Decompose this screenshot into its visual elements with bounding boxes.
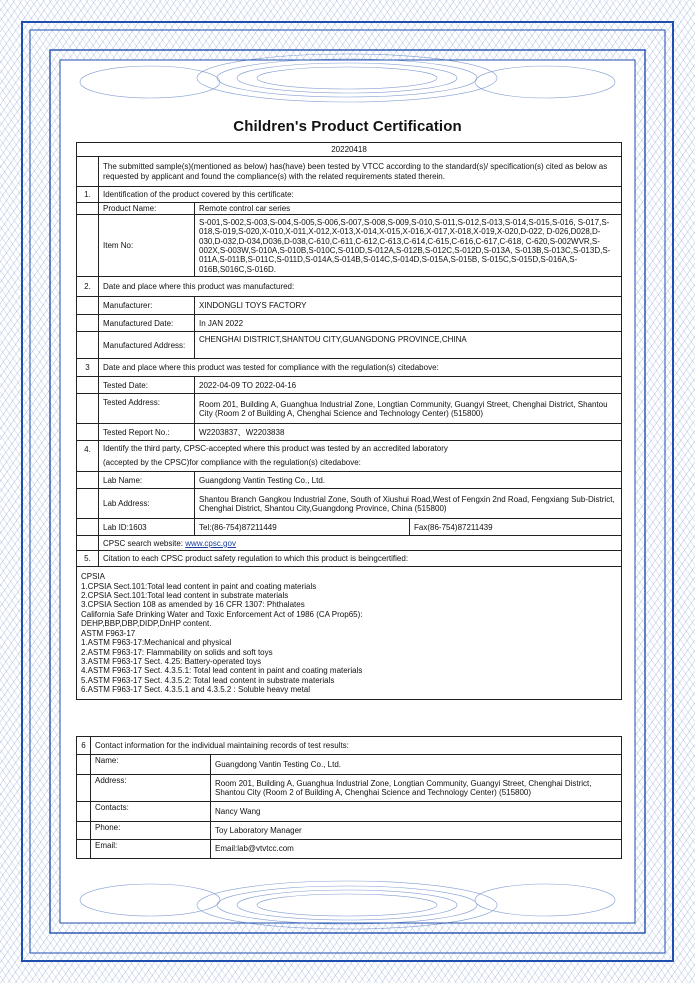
tested-address-label: Tested Address: xyxy=(99,394,195,424)
section-4-heading-line-1: Identify the third party, CPSC-accepted where this product was tested by an accredited laboratory xyxy=(103,444,448,454)
lab-tel: Tel:(86-754)87211449 xyxy=(195,519,410,536)
certificate-title: Children's Product Certification xyxy=(233,118,462,135)
manufactured-date-label: Manufactured Date: xyxy=(99,315,195,332)
section-2-number: 2. xyxy=(77,277,99,297)
lab-fax: Fax(86-754)87211439 xyxy=(410,519,622,536)
section-1-heading: Identification of the product covered by this certificate: xyxy=(99,187,622,203)
contact-info-table xyxy=(76,736,622,859)
contacts-value: Nancy Wang xyxy=(211,802,622,822)
item-no-label: Item No: xyxy=(99,215,195,277)
section-5-number: 5. xyxy=(77,551,99,567)
section-1-number: 1. xyxy=(77,187,99,203)
contact-name-value: Guangdong Vantin Testing Co., Ltd. xyxy=(211,755,622,775)
citation-line: 2.CPSIA Sect.101:Total lead content in substrate materials xyxy=(81,591,289,601)
intro-statement: The submitted sample(s)(mentioned as below) has(have) been tested by VTCC according to the standard(s)/ specification(s) cited as below as requested by applicant and found the compliance(s) with the related requirements stated therein. xyxy=(99,157,622,187)
section-4-heading-line-2: (accepted by the CPSC)for compliance with the regulation(s) citedabove: xyxy=(103,458,361,468)
certificate-main-table xyxy=(76,142,622,700)
tested-address-value: Room 201, Building A, Guanghua Industrial Zone, Longtian Community, Guangyi Street, Chenghai District, Shantou City (Room 2 of Building A, Chenghai Science and Technology Center) (515800) xyxy=(195,394,622,424)
citation-line: CPSIA xyxy=(81,572,106,582)
contact-address-value: Room 201, Building A, Guanghua Industrial Zone, Longtian Community, Guangyi Street, Chenghai District, Shantou City (Room 2 of Building A, Chenghai Science and Technology Center) (515800) xyxy=(211,775,622,802)
cpsc-website-link[interactable]: www.cpsc.gov xyxy=(185,538,236,548)
manufactured-address-value: CHENGHAI DISTRICT,SHANTOU CITY,GUANGDONG PROVINCE,CHINA xyxy=(195,332,622,359)
citation-line: ASTM F963-17 xyxy=(81,628,136,638)
section-3-heading: Date and place where this product was tested for compliance with the regulation(s) citedabove: xyxy=(99,359,622,377)
cpsc-website-label: CPSC search website: xyxy=(103,538,184,548)
citation-line: 6.ASTM F963-17 Sect. 4.3.5.1 and 4.3.5.2 : Soluble heavy metal xyxy=(81,685,311,695)
email-label: Email: xyxy=(91,840,211,859)
regulation-citations xyxy=(77,567,622,700)
phone-value: Toy Laboratory Manager xyxy=(211,822,622,840)
lab-id: Lab ID:1603 xyxy=(99,519,195,536)
section-6-heading: Contact information for the individual maintaining records of test results: xyxy=(91,737,622,755)
citation-line: 3.CPSIA Section 108 as amended by 16 CFR 1307: Phthalates xyxy=(81,600,305,610)
section-4-number: 4. xyxy=(77,441,99,472)
section-5-heading: Citation to each CPSC product safety regulation to which this product is beingcertified: xyxy=(99,551,622,567)
lab-address-value: Shantou Branch Gangkou Industrial Zone, South of Xiushui Road,West of Fengxin 2nd Road, Fengxiang Sub-District, Chenghai District, Shantou City,Guangdong Province, China (515800) xyxy=(195,489,622,519)
citation-line: 5.ASTM F963-17 Sect. 4.3.5.2: Total lead content in substrate materials xyxy=(81,675,335,685)
section-3-number: 3 xyxy=(77,359,99,377)
certificate-number: 20220418 xyxy=(77,143,622,157)
product-name-value: Remote control car series xyxy=(195,203,622,215)
item-no-value: S-001,S-002,S-003,S-004,S-005,S-006,S-007,S-008,S-009,S-010,S-011,S-012,S-013,S-014,S-015,S-016, S-017,S-018,S-019,S-020,X-010,X-011,X-012,X-013,X-014,X-015,X-016,X-017,X-018,X-019,X-020,D-022, D-026,D028,D-030,D-032,D-034,D036,D-038,C-610,C-611,C-612,C-613,C-614,C-615,C-616,C-617,C-618, C-620,S-002WVR,S-002X,S-003W,S-010A,S-010B,S-010C,S-010D,S-012A,S-012B,S-012C,S-012D,S-013A, S-013B,S-013C,S-013D,S-011A,S-011B,S-011C,S-011D,S-014A,S-014B,S-014C,S-014D,S-015A,S-015B, S-015C,S-015D,S-016A,S-016B,S016C,S-016D. xyxy=(195,215,622,277)
email-value[interactable]: Email:lab@vtvtcc.com xyxy=(211,840,622,859)
section-2-heading: Date and place where this product was manufactured: xyxy=(99,277,622,297)
citation-line: DEHP,BBP,DBP,DIDP,DnHP content. xyxy=(81,619,212,629)
citation-line: 3.ASTM F963-17 Sect. 4.25: Battery-operated toys xyxy=(81,656,262,666)
lab-name-label: Lab Name: xyxy=(99,472,195,489)
tested-date-value: 2022-04-09 TO 2022-04-16 xyxy=(195,377,622,394)
contacts-label: Contacts: xyxy=(91,802,211,822)
contact-name-label: Name: xyxy=(91,755,211,775)
lab-address-label: Lab Address: xyxy=(99,489,195,519)
tested-date-label: Tested Date: xyxy=(99,377,195,394)
manufacturer-value: XINDONGLI TOYS FACTORY xyxy=(195,297,622,315)
section-6-number: 6 xyxy=(77,737,91,755)
citation-line: 4.ASTM F963-17 Sect. 4.3.5.1: Total lead content in paint and coating materials xyxy=(81,666,363,676)
tested-report-value: W2203837、W2203838 xyxy=(195,424,622,441)
phone-label: Phone: xyxy=(91,822,211,840)
citation-line: 2.ASTM F963-17: Flammability on solids and soft toys xyxy=(81,647,273,657)
citation-line: 1.ASTM F963-17:Mechanical and physical xyxy=(81,638,232,648)
manufactured-date-value: In JAN 2022 xyxy=(195,315,622,332)
lab-name-value: Guangdong Vantin Testing Co., Ltd. xyxy=(195,472,622,489)
manufacturer-label: Manufacturer: xyxy=(99,297,195,315)
tested-report-label: Tested Report No.: xyxy=(99,424,195,441)
contact-address-label: Address: xyxy=(91,775,211,802)
product-name-label: Product Name: xyxy=(99,203,195,215)
citation-line: California Safe Drinking Water and Toxic Enforcement Act of 1986 (CA Prop65): xyxy=(81,609,363,619)
citation-line: 1.CPSIA Sect.101:Total lead content in paint and coating materials xyxy=(81,581,317,591)
manufactured-address-label: Manufactured Address: xyxy=(99,332,195,359)
